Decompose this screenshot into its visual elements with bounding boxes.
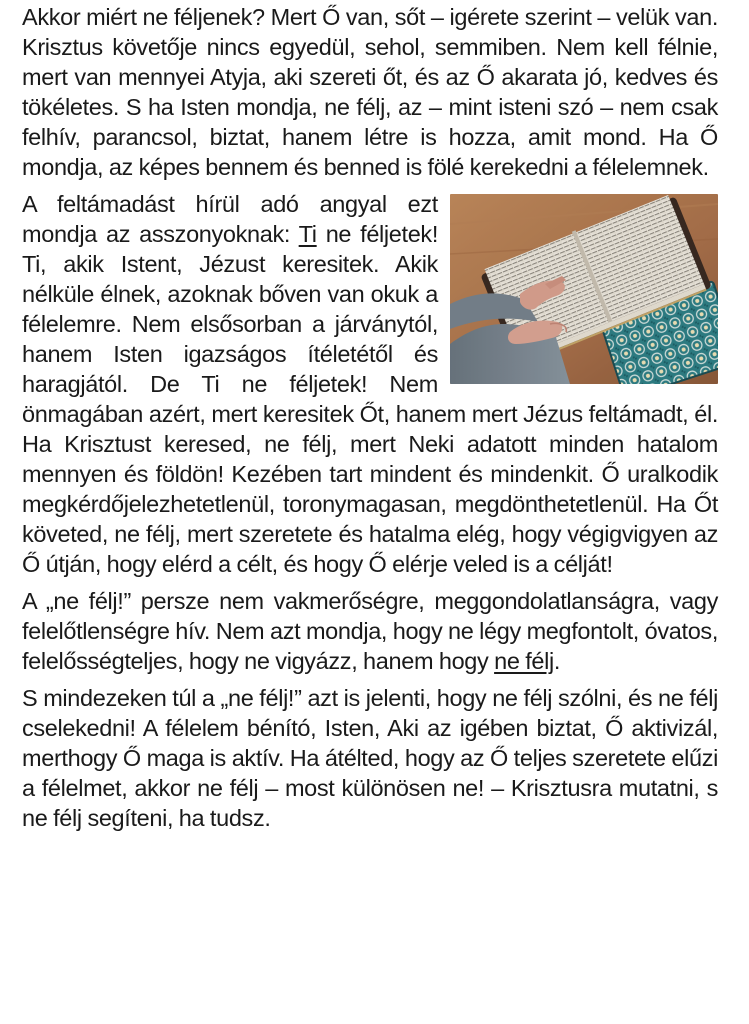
- paragraph-2-text-a: A feltámadást hírül adó angyal ezt mondja az asszonyoknak:: [22, 191, 438, 247]
- paragraph-4-text: S mindezeken túl a „ne félj!” azt is jelenti, hogy ne félj szólni, és ne félj cselekedni! A félelem bénító, Isten, Aki az igében biztat, Ő aktivizál, merthogy Ő maga is aktív. Ha átélted, hogy az Ő teljes szeretete elűzi a félelmet, akkor ne félj – most különösen ne! – Krisztusra mutatni, s ne félj segíteni, ha tudsz.: [22, 685, 718, 831]
- paragraph-1-text: Akkor miért ne féljenek? Mert Ő van, sőt – igérete szerint – velük van. Krisztus követője nincs egyedül, sehol, semmiben. Nem kell félnie, mert van mennyei Atyja, aki szereti őt, és az Ő akarata jó, kedves és tökéletes. S ha Isten mondja, ne félj, az – mint isteni szó – nem csak felhív, parancsol, biztat, hanem létre is hozza, amit mond. Ha Ő mondja, az képes bennem és benned is fölé kerekedni a félelemnek.: [22, 4, 718, 180]
- bible-hands-photo: [450, 194, 718, 384]
- paragraph-3-underlined-ne-felj: ne félj: [494, 648, 554, 674]
- paragraph-2-text-b: ne féljetek! Ti, akik Istent, Jézust keresitek. Akik nélküle élnek, azoknak bőven van okuk a félelemre. Nem elsősorban a járványtól, hanem Isten igazságos ítéletétől és haragjától. De Ti ne féljetek! Nem önmagában azért, mert keresitek Őt, hanem mert Jézus feltámadt, él. Ha Krisztust keresed, ne félj, mert Neki adatott minden hatalom mennyen és földön! Kezében tart mindent és mindenkit. Ő uralkodik megkérdőjelezhetetlenül, toronymagasan, megdönthetetlenül. Ha Őt követed, ne félj, mert szeretete és hatalma elég, hogy végigvigyen az Ő útján, hogy elérd a célt, és hogy Ő elérje veled is a célját!: [22, 221, 718, 577]
- paragraph-3-text-a: A „ne félj!” persze nem vakmerőségre, meggondolatlanságra, vagy felelőtlenségre hív. Nem azt mondja, hogy ne légy megfontolt, óvatos, felelősségteljes, hogy ne vigyázz, hanem hogy: [22, 588, 718, 674]
- paragraph-3-text-b: .: [553, 648, 561, 674]
- paragraph-4: [22, 683, 718, 833]
- paragraph-2-underlined-ti: Ti: [298, 221, 317, 247]
- paragraph-1: [22, 2, 718, 182]
- document-page: [22, 2, 718, 840]
- paragraph-3: [22, 586, 718, 676]
- paragraph-2: [22, 189, 718, 579]
- photo-bible-hands-icon: [450, 194, 718, 384]
